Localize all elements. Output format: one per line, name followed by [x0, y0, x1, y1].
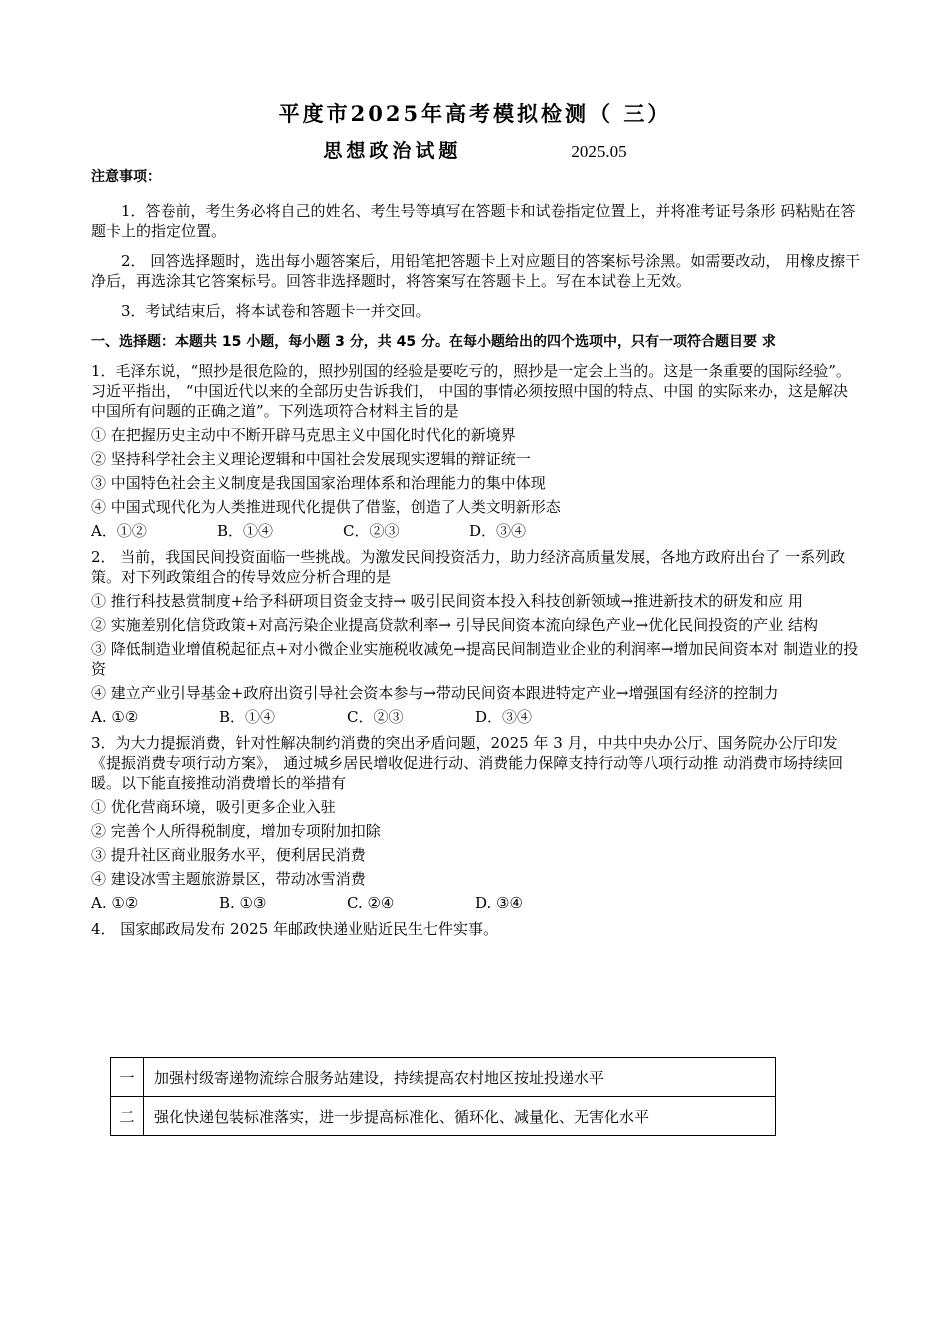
question-2-stem: 2． 当前，我国民间投资面临一些挑战。为激发民间投资活力，助力经济高质量发展，各地方政府出台了 一系列政策。对下列政策组合的传导效应分析合理的是 [91, 548, 846, 586]
question-3-option: ② 完善个人所得税制度，增加专项附加扣除 [91, 822, 381, 840]
question-2-choices [91, 707, 861, 727]
question-2-option: ② 实施差别化信贷政策+对高污染企业提高贷款利率→ 引导民间资本流向绿色产业→优化民间投资的产业 结构 [91, 616, 819, 634]
question-3-option: ① 优化营商环境，吸引更多企业入驻 [91, 798, 336, 816]
subtitle-row [0, 136, 950, 163]
choice-a: A．①② [91, 522, 147, 540]
events-table [110, 1057, 776, 1136]
question-2-option: ④ 建立产业引导基金+政府出资引导社会资本参与→带动民间资本跟进特定产业→增强国有经济的控制力 [91, 684, 779, 702]
choice-b: B. ①③ [219, 894, 267, 912]
notice-item-2: 2． 回答选择题时，选出每小题答案后，用铅笔把答题卡上对应题目的答案标号涂黑。如需要改动， 用橡皮擦干净后，再选涂其它答案标号。回答非选择题时，将答案写在答题卡上。写在本试卷上无效。 [91, 252, 861, 290]
choice-c: C. ②④ [347, 894, 395, 912]
question-3-stem: 3．为大力提振消费，针对性解决制约消费的突出矛盾问题，2025 年 3 月，中共中央办公厅、国务院办公厅印发《提振消费专项行动方案》， 通过城乡居民增收促进行动、消费能力保障支持行动等八项行动推 动消费市场持续回暖。以下能直接推动消费增长的举措有 [91, 734, 844, 792]
exam-content [91, 167, 861, 943]
question-1-option: ② 坚持科学社会主义理论逻辑和中国社会发展现实逻辑的辩证统一 [91, 450, 531, 468]
row-number: 一 [111, 1058, 144, 1097]
page-title: 平度市2025年高考模拟检测（ 三） [278, 101, 672, 126]
question-3-choices [91, 893, 861, 913]
question-1-option: ③ 中国特色社会主义制度是我国国家治理体系和治理能力的集中体现 [91, 474, 546, 492]
table-row [111, 1097, 776, 1136]
table-row [111, 1058, 776, 1097]
question-1-choices [91, 521, 861, 541]
notice-item-1: 1．答卷前，考生务必将自己的姓名、考生号等填写在答题卡和试卷指定位置上，并将准考证号条形 码粘贴在答题卡上的指定位置。 [91, 202, 856, 240]
question-1-stem: 1．毛泽东说，“照抄是很危险的，照抄别国的经验是要吃亏的，照抄是一定会上当的。这是一条重要的国际经验”。习近平指出， “中国近代以来的全部历史告诉我们， 中国的事情必须按照中国的特点、中国 的实际来办，这是解决中国所有问题的正确之道”。下列选项符合材料主旨的是 [91, 362, 851, 420]
section-heading: 一、选择题：本题共 15 小题，每小题 3 分，共 45 分。在每小题给出的四个选项中，只有一项符合题目要 求 [91, 334, 776, 350]
subject-title: 思想政治试题 [323, 140, 462, 162]
choice-c: C．②③ [343, 522, 400, 540]
notice-heading: 注意事项： [91, 169, 161, 185]
row-text: 强化快递包装标准落实，进一步提高标准化、循环化、减量化、无害化水平 [144, 1097, 776, 1136]
row-number: 二 [111, 1097, 144, 1136]
question-1-option: ① 在把握历史主动中不断开辟马克思主义中国化时代化的新境界 [91, 426, 516, 444]
question-2-option: ③ 降低制造业增值税起征点+对小微企业实施税收减免→提高民间制造业企业的利润率→增加民间资本对 制造业的投资 [91, 640, 859, 678]
question-3-option: ③ 提升社区商业服务水平，便利居民消费 [91, 846, 366, 864]
choice-d: D．③④ [469, 522, 527, 540]
choice-d: D．③④ [475, 708, 533, 726]
exam-date: 2025.05 [571, 142, 627, 161]
choice-c: C．②③ [347, 708, 404, 726]
question-2-option: ① 推行科技悬赏制度+给予科研项目资金支持→ 吸引民间资本投入科技创新领域→推进新技术的研发和应 用 [91, 592, 804, 610]
choice-a: A. ①② [91, 708, 139, 726]
question-1-option: ④ 中国式现代化为人类推进现代化提供了借鉴，创造了人类文明新形态 [91, 498, 561, 516]
question-4-stem: 4． 国家邮政局发布 2025 年邮政快递业贴近民生七件实事。 [91, 920, 499, 938]
choice-d: D. ③④ [475, 894, 523, 912]
choice-b: B．①④ [217, 522, 274, 540]
choice-a: A. ①② [91, 894, 139, 912]
row-text: 加强村级寄递物流综合服务站建设，持续提高农村地区按址投递水平 [144, 1058, 776, 1097]
choice-b: B．①④ [219, 708, 276, 726]
notice-item-3: 3．考试结束后，将本试卷和答题卡一并交回。 [121, 302, 431, 320]
question-3-option: ④ 建设冰雪主题旅游景区，带动冰雪消费 [91, 870, 366, 888]
